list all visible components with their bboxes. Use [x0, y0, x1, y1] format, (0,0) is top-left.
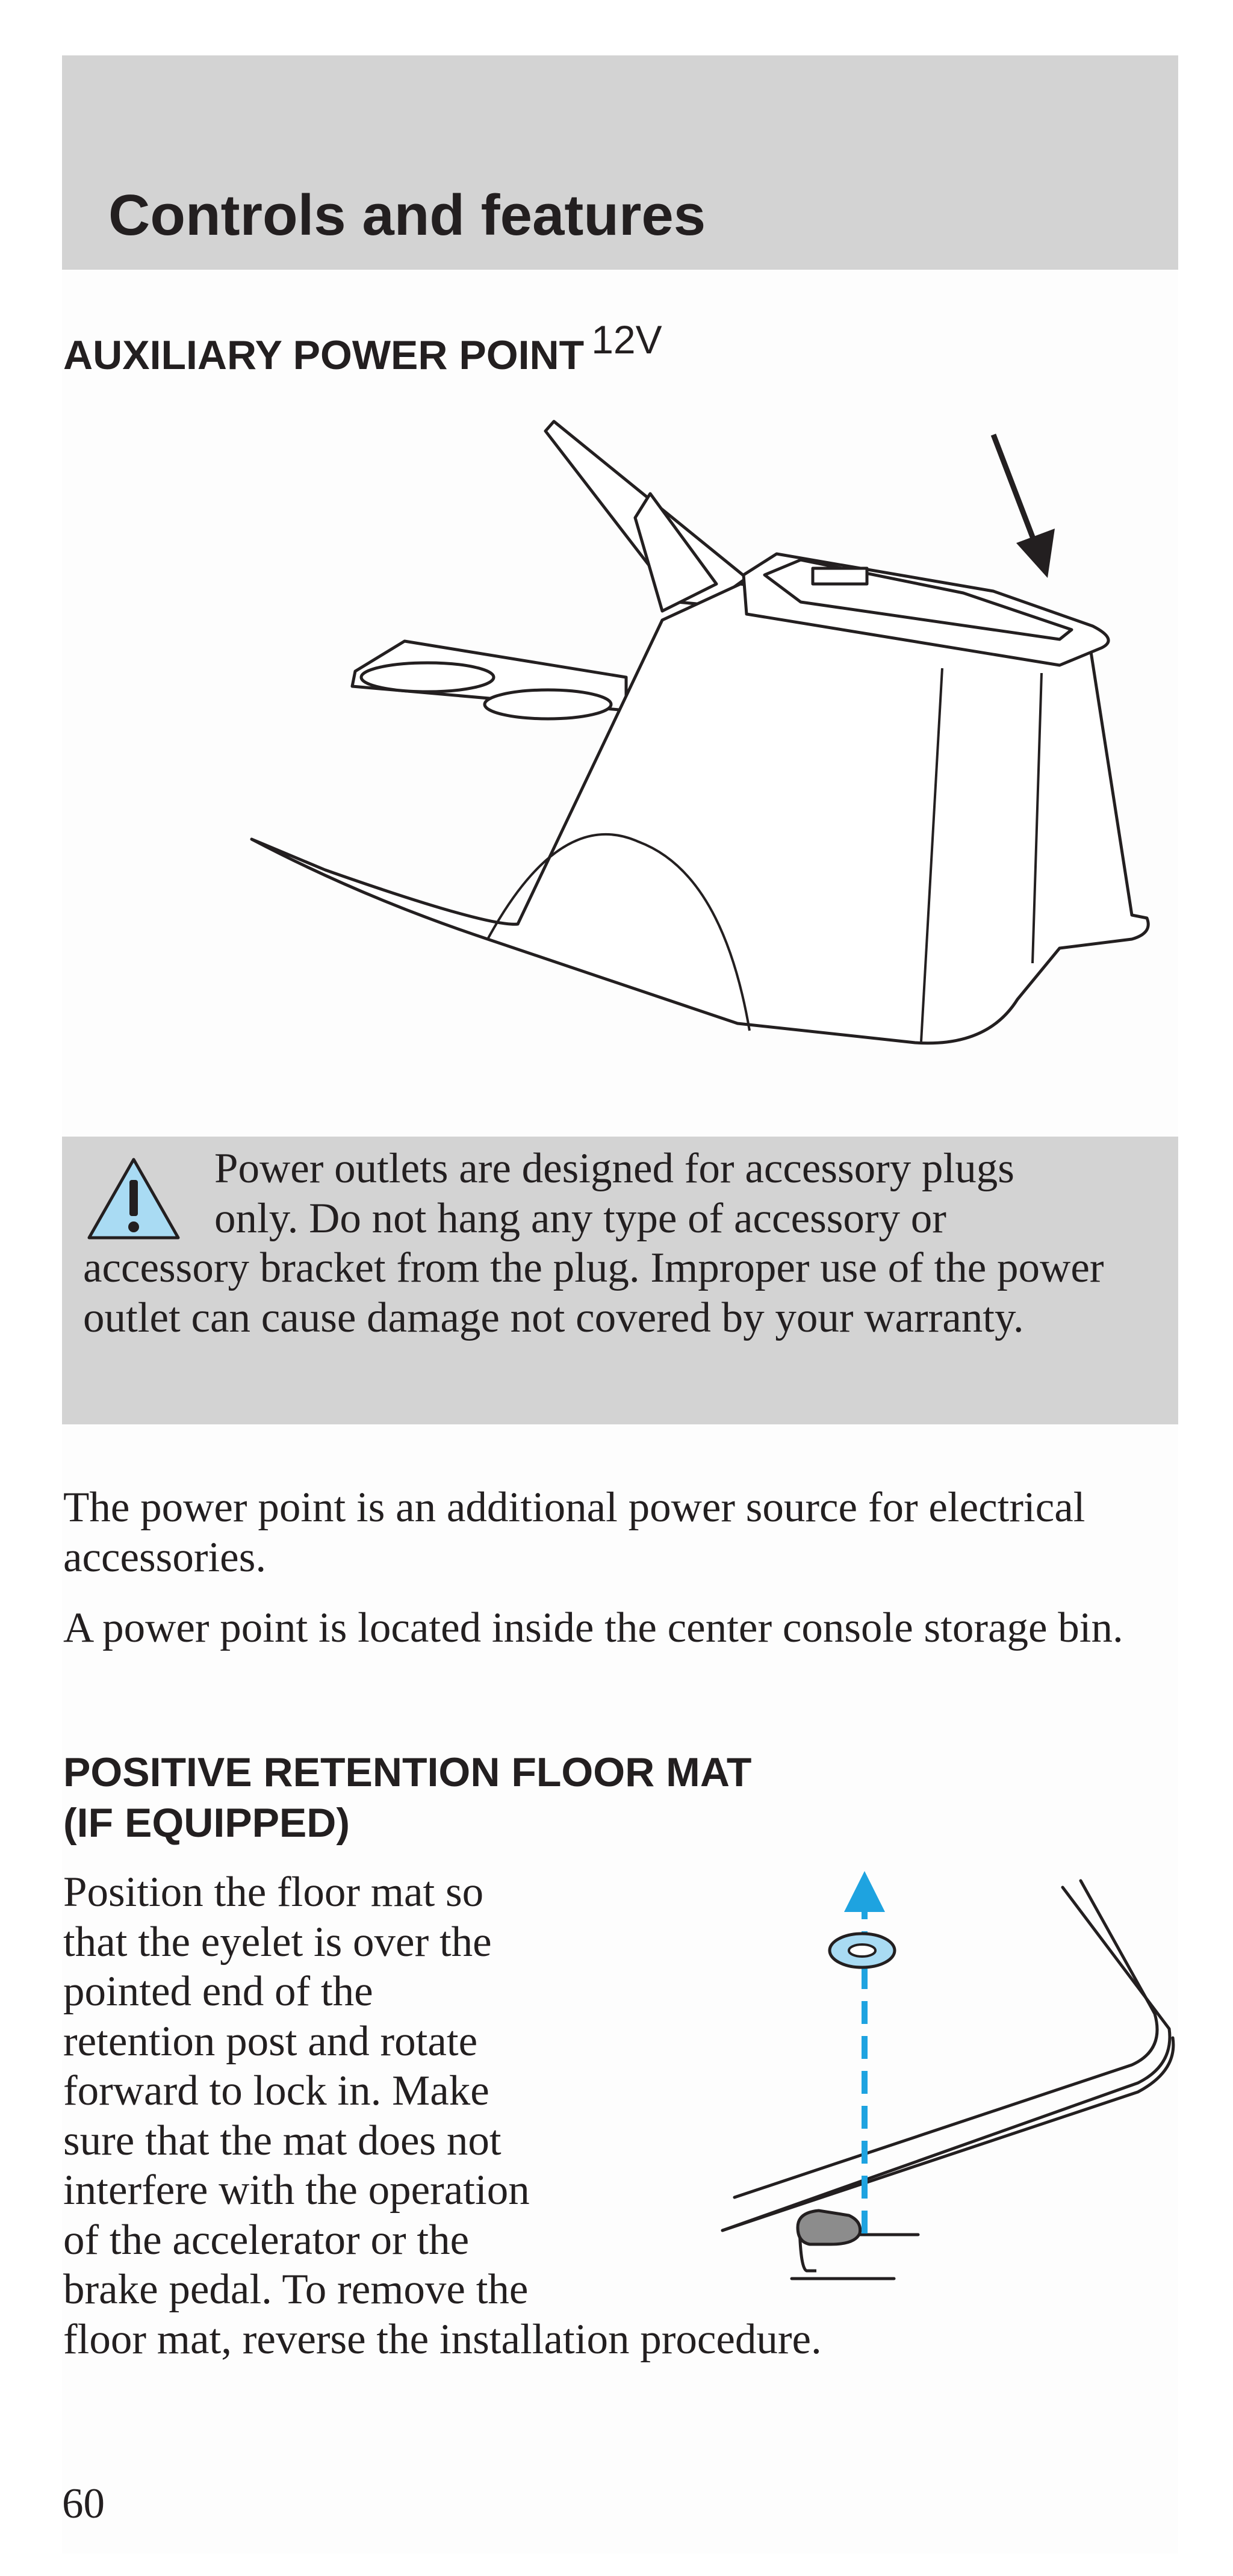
- warning-message: Power outlets are designed for accessory plugs only. Do not hang any type of accessory or accessory bracket from the plug. Improper use of the power outlet can cause damage not covered by your warranty.: [83, 1145, 1104, 1341]
- instruction-line: Position the floor mat so: [63, 1869, 484, 1916]
- eyelet-icon: [830, 1934, 895, 1967]
- instruction-line: that the eyelet is over the: [63, 1918, 492, 1966]
- power-point-heading: [63, 314, 662, 380]
- instruction-line: forward to lock in. Make: [63, 2067, 489, 2114]
- center-console-illustration: [241, 415, 1168, 1060]
- instruction-line: retention post and rotate: [63, 2017, 478, 2065]
- arrow-icon: [993, 435, 1055, 578]
- instruction-line: sure that the mat does not: [63, 2117, 502, 2164]
- floor-mat-heading-line2: (IF EQUIPPED): [63, 1800, 350, 1846]
- instruction-line: brake pedal. To remove the: [63, 2266, 529, 2313]
- power-point-location: A power point is located inside the center console storage bin.: [63, 1604, 1123, 1651]
- voltage-label: 12V: [591, 317, 662, 362]
- page-number: 60: [62, 2480, 105, 2527]
- instruction-line: of the accelerator or the: [63, 2216, 470, 2264]
- instruction-line: floor mat, reverse the installation procedure.: [63, 2315, 822, 2363]
- floor-mat-heading-line1: POSITIVE RETENTION FLOOR MAT: [63, 1749, 752, 1795]
- retention-post: [798, 2211, 860, 2271]
- warning-text: [83, 1144, 1107, 1342]
- page-title: Controls and features: [108, 183, 706, 247]
- instruction-line: interfere with the operation: [63, 2167, 530, 2214]
- power-point-heading-text: AUXILIARY POWER POINT: [63, 332, 585, 378]
- floor-mat-instructions: [63, 1867, 822, 2364]
- instruction-line: pointed end of the: [63, 1968, 373, 2015]
- floor-mat-illustration: [710, 1866, 1180, 2300]
- power-point-description: The power point is an additional power source for electrical accessories.: [63, 1484, 1085, 1581]
